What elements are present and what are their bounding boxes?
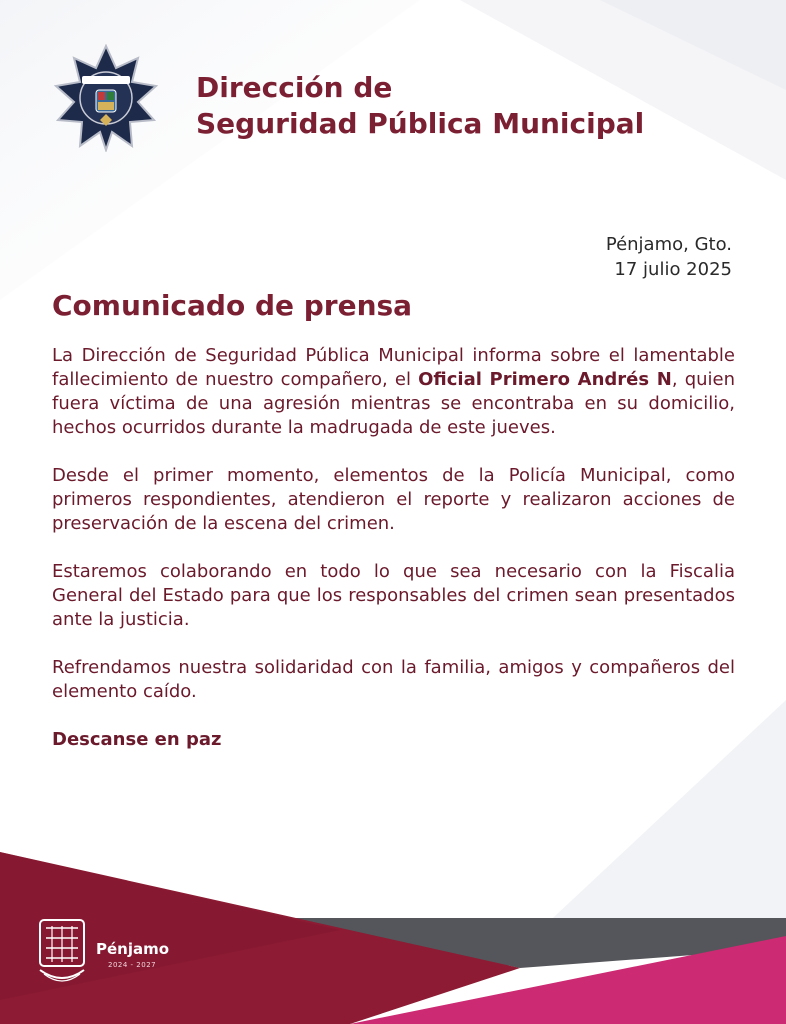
penjamo-municipal-logo <box>34 916 90 990</box>
date: 17 julio 2025 <box>614 259 732 280</box>
footer-administration-years: 2024 - 2027 <box>108 961 157 969</box>
footer-municipality-name: Pénjamo <box>96 940 170 958</box>
police-badge-logo <box>52 44 160 152</box>
officer-name: Oficial Primero Andrés N <box>418 369 672 390</box>
press-release-body <box>52 344 735 776</box>
heading-line-1: Dirección de <box>196 71 393 104</box>
paragraph-1-part-2: , quien fuera víctima de una agresión mientras se encontraba en su domicilio, hechos ocurridos durante la madrugada de este jueves. <box>52 369 736 438</box>
paragraph-3: Estaremos colaborando en todo lo que sea necesario con la Fiscalia General del Estado para que los responsables del crimen sean presentados ante la justicia. <box>52 561 735 630</box>
paragraph-1-part-1: La Dirección de Seguridad Pública Municipal informa sobre el lamentable fallecimiento de nuestro compañero, el <box>52 345 735 390</box>
heading-line-2: Seguridad Pública Municipal <box>196 107 645 140</box>
paragraph-1 <box>52 344 735 440</box>
closing-line: Descanse en paz <box>52 729 222 750</box>
place: Pénjamo, Gto. <box>605 234 732 255</box>
department-heading <box>196 70 644 142</box>
press-release-title: Comunicado de prensa <box>52 289 413 322</box>
place-date-block <box>606 232 732 282</box>
paragraph-2: Desde el primer momento, elementos de la Policía Municipal, como primeros respondientes, atendieron el reporte y realizaron acciones de preservación de la escena del crimen. <box>52 465 735 534</box>
paragraph-4: Refrendamos nuestra solidaridad con la familia, amigos y compañeros del elemento caído. <box>52 657 735 702</box>
